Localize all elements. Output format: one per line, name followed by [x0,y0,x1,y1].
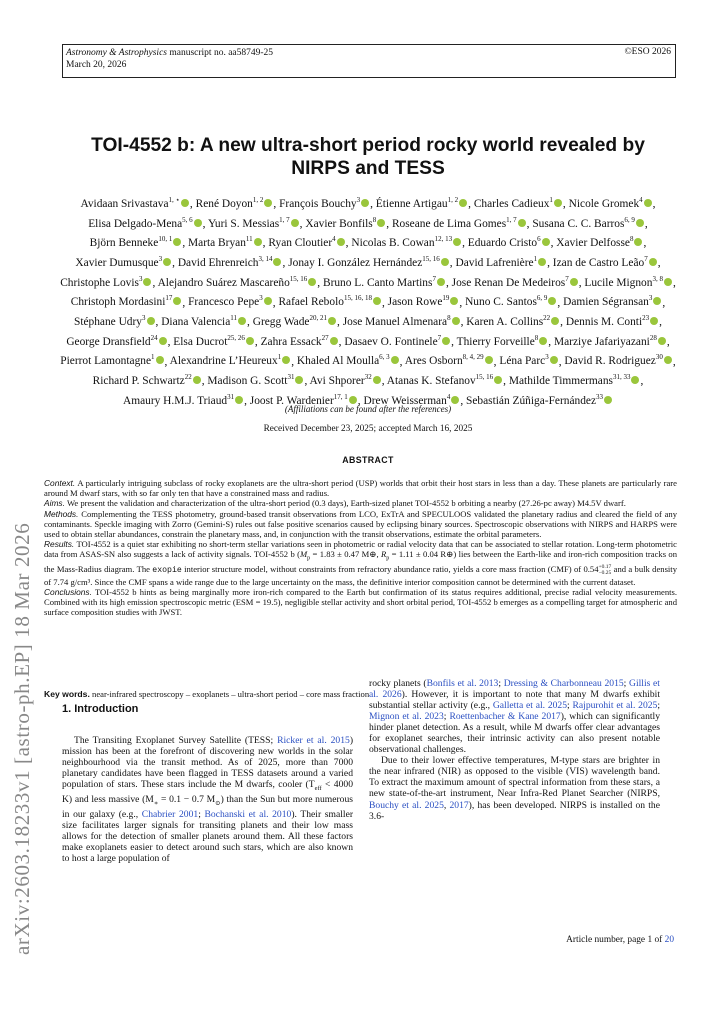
author-name [60,274,152,289]
author-name-text: Bruno L. Canto Martins [322,276,433,289]
author-affil-number: 6, 3 [379,353,390,362]
orcid-icon[interactable] [308,278,316,286]
author-name-text: Elisa Delgado-Mena [88,217,183,230]
author-affil-number: 30 [655,353,663,362]
author-affil-number: 31, 33 [612,373,631,382]
author-name [391,215,527,230]
orcid-icon[interactable] [264,199,272,207]
author-affil-number: 7 [432,274,436,283]
orcid-icon[interactable] [291,219,299,227]
author-name-text: David Ehrenreich [177,256,259,269]
orcid-icon[interactable] [361,199,369,207]
author-name-text: Drew Weisserman [363,394,447,407]
author-affil-number: 15, 16 [422,255,440,264]
author-name-text: Thierry Forveille [456,335,535,348]
author-affil-number: 3 [545,353,549,362]
citation-link[interactable]: Mignon et al. 2023 [369,711,444,723]
author-affil-number: 3, 8 [652,274,663,283]
author-affil-number: 1 [549,196,553,204]
total-pages-link[interactable]: 20 [664,935,674,945]
author-name-text: George Dransfield [66,335,151,348]
author-affil-number: 17, 1 [333,393,348,402]
author-name [93,375,202,387]
author-affil-number: 19 [442,294,450,303]
author-affil-number: 1 [151,353,155,362]
author-name-text: Étienne Artigau [375,197,448,210]
citation-link[interactable]: Gillis et al. 2026 [369,678,660,701]
author-name-text: Damien Ségransan [563,296,649,309]
orcid-icon[interactable] [181,199,189,207]
citation-link[interactable]: Bouchy et al. 2025 [369,799,444,811]
author-name-text: Avidaan Srivastava [80,197,169,210]
author-name [188,296,273,308]
abstract-results: Results. TOI-4552 is a quiet star exhibiting no short-term stellar variations seen in photometric or radial velocity data that can be associated to stellar rotation. Long-term photometric data from ASAS-SN also suggests a lack of activity signals. TOI-4552 b ($M_p = 1.83 \pm 0.47$ M⊕, $R_p = 1.11 \pm 0.04$ R⊕) lies between the Earth-like and iron-rich composition tracks on the Mass-Radius diagram. The exopie interior structure model, without constraints from refractory abundance ratio, yields a core mass fraction (CMF) of 0.54 +0.17 −0.25 and a bulk density of 7.74 g/cm³. Since the CMF spans a wide range due to the large uncertainty on the mass, the definitive interior composition cannot be determined with the current dataset. [44,539,677,587]
author-name [566,316,659,328]
manuscript-no: manuscript no. aa58749-25 [169,48,274,58]
orcid-icon[interactable] [631,376,639,384]
author-affil-number: 6, 9 [624,215,635,224]
orcid-icon[interactable] [173,238,181,246]
journal-name: Astronomy & Astrophysics [66,48,167,58]
author-name-text: Dasaev O. Fontinele [344,335,438,348]
author-name-text: Dennis M. Conti [565,316,643,329]
author-affil-number: 4 [446,393,451,402]
author-name [388,296,460,308]
author-name-text: Rafael Rebolo [278,296,344,309]
author-name [322,274,446,289]
author-affil-number: 7 [437,333,442,342]
author-affil-number: 32 [364,373,372,382]
author-name-text: Susana C. C. Barros [532,217,625,230]
author-name-text: Avi Shporer [309,375,365,388]
orcid-icon[interactable] [173,297,181,305]
author-name [196,198,274,210]
citation-link[interactable]: Bochanski et al. 2010 [204,809,292,821]
author-name-text: René Doyon [195,197,253,210]
author-affil-number: 12, 13 [434,235,453,244]
author-affil-number: 27 [321,333,329,342]
author-affil-number: 8 [629,235,634,244]
author-affil-number: 23 [642,314,650,323]
author-name [74,316,156,328]
abstract-methods: Methods. Complementing the TESS photometry, ground-based transit observations from LCO, ExTrA and SPECULOOS validated the planetary radius and cleared the field of any contaminants. Speckle imaging with Zorro (Gemini-S) rules out false positive scenarios caused by eclipsing binary sources. Spectroscopic observations with NIRPS and HARPS were used to obtain stellar abundances, constrain the planetary mass, and, in conjunction with the transit observations, estimate the orbital parameters. [44,508,677,540]
author-name [564,355,672,367]
author-affil-number: 33 [596,393,604,402]
orcid-icon[interactable] [442,337,450,345]
author-name-text: Ares Osborn [404,355,463,368]
left-column [62,704,353,864]
author-affil-number: 11 [230,314,238,323]
author-name [455,257,547,269]
author-affil-number: 3 [648,294,653,303]
author-affil-number: 8 [447,314,451,323]
copyright: ©ESO 2026 [624,47,671,57]
orcid-icon[interactable] [391,356,399,364]
author-name [499,355,558,367]
author-affil-number: 22 [543,314,551,323]
author-name [465,296,557,308]
author-name [305,215,386,230]
orcid-icon[interactable] [485,356,493,364]
author-name-text: Alexandrine L’Heureux [169,355,278,368]
title-line-1: TOI-4552 b: A new ultra-short period rocky world revealed by [91,135,645,156]
page-footer [566,935,674,945]
author-name-text: Joost P. Wardenier [249,394,334,407]
author-name-text: Amaury H.M.J. Triaud [122,394,228,407]
orcid-icon[interactable] [441,258,449,266]
orcid-icon[interactable] [328,317,336,325]
orcid-icon[interactable] [264,297,272,305]
paper-title [62,134,674,180]
author-name [253,316,337,328]
author-name [387,375,503,387]
author-name-text: Jonay I. González Hernández [288,256,423,269]
right-column [369,678,660,822]
orcid-icon[interactable] [664,278,672,286]
orcid-icon[interactable] [539,337,547,345]
author-name-text: Pierrot Lamontagne [60,355,152,368]
intro-paragraph-1: The Transiting Exoplanet Survey Satellite (TESS; Ricker et al. 2015) mission has been at the forefront of discovering new worlds in the solar neighbourhood via the transit method. As of 2025, more than 7000 planetary candidates have been flagged in TESS datasets around a varied population of stars. These stars include the M dwarfs, cooler ($T_{eff} < 4000$ K) and less massive ($M_∗ = 0.1 - 0.7$ $M_⊙$) than the Sun but more numerous in our galaxy (e.g., Chabrier 2001; Bochanski et al. 2010). Their smaller size facilitates larger signals for transiting planets and their low mass allows for the detection of smaller planets around them. All these factors make exoplanets easier to detect around such stars, which are also known to host a large population of [62,735,354,865]
author-name [343,316,461,328]
author-name-text: Ryan Cloutier [268,237,333,250]
author-name-text: Jose Manuel Almenara [342,316,448,329]
author-name [553,257,658,269]
author-affil-number: 3 [142,314,146,323]
author-name-text: Karen A. Collins [466,316,544,329]
author-affil-number: 8, 4, 29 [462,353,484,362]
abstract-heading: ABSTRACT [342,455,394,465]
author-name-text: Elsa Ducrot [173,335,228,348]
arxiv-stamp: arXiv:2603.18233v1 [astro-ph.EP] 18 Mar 2026 [10,522,34,955]
author-name [161,316,247,328]
orcid-icon[interactable] [377,219,385,227]
header-left [66,47,273,71]
orcid-icon[interactable] [459,199,467,207]
abstract-conclusions: Conclusions. TOI-4552 b hints as being marginally more iron-rich compared to the Earth but confirmation of its status requires additional, precise radial velocity measurements. Combined with its high emission spectroscopic metric (ESM = 19.5), negligible stellar activity and short orbital period, TOI-4552 b emerges as a compelling target for atmospheric and surface composition studies with JWST. [44,586,677,618]
author-name-text: Christoph Mordasini [70,296,166,309]
author-name [474,198,563,210]
orcid-icon[interactable] [373,297,381,305]
author-list: Avidaan Srivastava$^{1, ⋆}$ , René Doyon$^{1, 2}$ , François Bouchy$^3$ , Étienne Artigau$^{1, 2}$ , Charles Cadieux$^1$ , Nicole Gromek$^4$ , Elisa Delgado-Mena$^{5, 6}$ , Yuri S. Messias$^{1, 7}$ , Xavier Bonfils$^8$ , Roseane de Lima Gomes$^{1, 7}$ , Susana C. C. Barros$^{6, 9}$ , Björn Benneke$^{10, 1}$ , Marta Bryan$^{11}$ , Ryan Cloutier$^4$ , Nicolas B. Cowan$^{12, 13}$ , Eduardo Cristo$^6$ , Xavier Delfosse$^8$ , Xavier Dumusque$^3$ , David Ehrenreich$^{3, 14}$ , Jonay I. González Hernández$^{15, 16}$ , David Lafrenière$^1$ , Izan de Castro Leão$^7$ , Christophe Lovis$^3$ , Alejandro Suárez Mascareño$^{15, 16}$ , Bruno L. Canto Martins$^7$ , Jose Renan De Medeiros$^7$ , Lucile Mignon$^{3, 8}$ , Christoph Mordasini$^{17}$ , Francesco Pepe$^3$ , Rafael Rebolo$^{15, 16, 18}$ , Jason Rowe$^{19}$ , Nuno C. Santos$^{6, 9}$ , Damien Ségransan$^3$ , Stéphane Udry$^3$ , Diana Valencia$^{11}$ , Gregg Wade$^{20, 21}$ , Jose Manuel Almenara$^8$ , Karen A. Collins$^{22}$ , Dennis M. Conti$^{23}$ , George Dransfield$^{24}$ , Elsa Ducrot$^{25, 26}$ , Zahra Essack$^{27}$ , Dasaev O. Fontinele$^7$ , Thierry Forveille$^8$ , Marziye Jafariyazani$^{28}$ , Pierrot Lamontagne$^1$ , Alexandrine L’Heureux$^1$ , Khaled Al Moulla$^{6, 3}$ , Ares Osborn$^{8, 4, 29}$ , Léna Parc$^3$ , David R. Rodriguez$^{30}$ , Richard P. Schwartz$^{22}$ , Madison G. Scott$^{31}$ , Avi Shporer$^{32}$ , Atanas K. Stefanov$^{15, 16}$ , Mathilde Timmermans$^{31, 33}$ , Amaury H.M.J. Triaud$^{31}$ , Joost P. Wardenier$^{17, 1}$ , Drew Weisserman$^4$ , Sebastián Zúñiga-Fernández$^{33}$ [60,196,676,407]
orcid-icon[interactable] [604,396,612,404]
code-name: exopie [152,566,182,576]
author-name [569,198,653,210]
author-name-text: Yuri S. Messias [207,217,280,230]
orcid-icon[interactable] [163,258,171,266]
author-affil-number: 1, 2 [447,196,459,204]
author-affil-number: 17 [165,294,173,303]
orcid-icon[interactable] [452,317,460,325]
received-dates: Received December 23, 2025; accepted March 16, 2025 [263,424,473,434]
orcid-icon[interactable] [194,219,202,227]
author-name-text: Xavier Bonfils [305,217,373,230]
orcid-icon[interactable] [644,199,652,207]
author-affil-number: 3 [259,294,263,303]
orcid-icon[interactable] [664,356,672,364]
orcid-icon[interactable] [494,376,502,384]
author-name [466,316,560,328]
orcid-icon[interactable] [653,297,661,305]
author-name [344,333,451,348]
author-name-text: Richard P. Schwartz [92,375,185,388]
footer-text: Article number, page 1 of [566,935,663,945]
author-name [268,237,345,249]
author-name-text: Nuno C. Santos [465,296,537,309]
author-name-text: Izan de Castro Leão [552,256,645,269]
author-name [532,215,645,230]
author-name-text: Jose Renan De Medeiros [451,276,566,289]
author-name [170,355,292,367]
author-name-text: Marziye Jafariyazani [553,335,650,348]
author-name [157,274,318,289]
author-name-text: Christophe Lovis [60,276,139,289]
abstract-context: Context. A particularly intriguing subclass of rocky exoplanets are the ultra-short period (USP) worlds that orbit their host stars in less than a day. These planets are particularly rare around M dwarf stars, with so far only ten that have a constrained mass and radius. [44,478,677,499]
author-name-text: François Bouchy [279,197,357,210]
author-name [90,237,183,249]
abstract [44,478,677,617]
author-affil-number: 6, 9 [536,294,548,303]
author-name-text: Stéphane Udry [73,316,142,329]
author-name-text: Gregg Wade [252,316,310,329]
author-affil-number: 15, 16 [475,373,494,382]
author-name-text: Atanas K. Stefanov [386,375,476,388]
author-name-text: Lucile Mignon [584,276,653,289]
author-name [468,237,551,249]
orcid-icon[interactable] [373,376,381,384]
author-name-text: Francesco Pepe [188,296,260,309]
author-affil-number: 24 [150,333,158,342]
citation-link[interactable]: Dressing & Charbonneau 2015 [503,678,624,689]
author-name [173,333,255,348]
orcid-icon[interactable] [450,297,458,305]
author-name [288,257,450,269]
author-name-text: Mathilde Timmermans [508,375,613,388]
author-name [71,296,183,308]
orcid-icon[interactable] [570,278,578,286]
author-name-text: Marta Bryan [188,237,246,250]
author-name-text: Charles Cadieux [473,197,550,210]
orcid-icon[interactable] [650,317,658,325]
author-name [553,333,667,348]
author-name [563,296,662,308]
orcid-icon[interactable] [634,238,642,246]
author-name-text: Madison G. Scott [207,375,288,388]
author-name [405,355,494,367]
orcid-icon[interactable] [295,376,303,384]
orcid-icon[interactable] [273,258,281,266]
author-affil-number: 11 [245,235,253,244]
orcid-icon[interactable] [147,317,155,325]
citation-link[interactable]: Galletta et al. 2025 [492,700,568,712]
author-name [207,375,304,387]
author-name-text: Eduardo Cristo [467,237,538,250]
author-affil-number: 1, ⋆ [168,196,180,204]
orcid-icon[interactable] [550,356,558,364]
author-affil-number: 6 [537,235,541,244]
author-name [88,215,202,230]
author-affil-number: 7 [644,255,648,264]
orcid-icon[interactable] [548,297,556,305]
author-name-text: Diana Valencia [161,316,231,329]
header-date: March 20, 2026 [66,60,127,70]
author-affil-number: 10, 1 [158,235,173,244]
keywords-label: Key words. [44,689,90,699]
orcid-icon[interactable] [349,396,357,404]
orcid-icon[interactable] [159,337,167,345]
author-name-text: Roseane de Lima Gomes [391,217,507,230]
author-name-text: Zahra Essack [260,335,322,348]
orcid-icon[interactable] [451,396,459,404]
affiliations-note: (Affiliations can be found after the references) [284,404,452,414]
author-affil-number: 3 [138,274,143,283]
author-affil-number: 22 [184,373,192,382]
orcid-icon[interactable] [235,396,243,404]
author-name-text: Nicole Gromek [568,197,640,210]
author-affil-number: 1, 7 [279,215,290,224]
author-name-text: Alejandro Suárez Mascareño [157,276,290,289]
author-name [188,237,263,249]
orcid-icon[interactable] [143,278,151,286]
orcid-icon[interactable] [554,199,562,207]
intro-heading: 1. Introduction [62,703,139,715]
author-affil-number: 1, 2 [252,196,264,204]
orcid-icon[interactable] [330,337,338,345]
author-name [178,257,283,269]
author-name [451,274,579,289]
author-affil-number: 28 [649,333,657,342]
intro-paragraph-2: Due to their lower effective temperatures, M-type stars are brighter in the near infrared (NIR) as opposed to the visible (VIS) wavelength band. To extract the maximum amount of spectral information from these stars, a new state-of-the-art instrument, Near Infra-Red Planet Searcher (NIRPS, Bouchy et al. 2025, 2017), has been developed. NIRPS is installed on the 3.6- [369,755,660,822]
author-name-text: Jason Rowe [387,296,443,309]
author-affil-number: 31 [287,373,295,382]
author-name [376,198,468,210]
author-affil-number: 3, 14 [258,255,273,264]
author-affil-number: 20, 21 [309,314,327,323]
author-affil-number: 5, 6 [182,215,193,224]
author-affil-number: 15, 16 [289,274,308,283]
orcid-icon[interactable] [238,317,246,325]
author-affil-number: 1 [277,353,282,362]
author-affil-number: 8 [372,215,377,224]
author-affil-number: 3 [158,255,163,264]
orcid-icon[interactable] [658,337,666,345]
title-line-2: NIRPS and TESS [291,158,445,179]
citation-link[interactable]: Ricker et al. 2015 [277,735,350,747]
orcid-icon[interactable] [551,317,559,325]
author-name-text: Léna Parc [499,355,546,368]
author-affil-number: 3 [356,196,361,204]
author-name [260,333,339,348]
author-affil-number: 7 [565,274,569,283]
author-name-text: Khaled Al Moulla [296,355,380,368]
author-name [75,257,172,269]
author-affil-number: 1, 7 [506,215,517,224]
citation-link[interactable]: Bonfils et al. 2013 [426,678,499,689]
keywords-list: near-infrared spectroscopy – exoplanets – ultra-short period – core mass fraction [92,689,370,699]
intro-paragraph-1-cont: rocky planets (Bonfils et al. 2013; Dressing & Charbonneau 2015; Gillis et al. 2026). However, it is important to note that many M dwarfs exhibit substantial stellar activity (e.g., Galletta et al. 2025; Rajpurohit et al. 2025; Mignon et al. 2023; Roettenbacher & Kane 2017), which can significantly hinder planet detection. As a result, while M dwarfs offer clear advantages for exoplanet searches, their intrinsic activity can also present notable observational challenges. [369,678,661,756]
citation-link[interactable]: Chabrier 2001 [141,809,199,821]
citation-link[interactable]: Roettenbacher & Kane 2017 [449,711,561,723]
author-name-text: David R. Rodriguez [564,355,656,368]
author-name [584,274,673,289]
author-name [509,375,641,387]
author-affil-number: 4 [332,235,336,244]
author-name [80,198,189,210]
orcid-icon[interactable] [246,337,254,345]
orcid-icon[interactable] [542,238,550,246]
author-affil-number: 15, 16, 18 [343,294,372,303]
orcid-icon[interactable] [453,238,461,246]
author-name [278,296,381,308]
author-name-text: Xavier Delfosse [556,237,630,250]
author-name [456,333,549,348]
author-name-text: Xavier Dumusque [75,256,159,269]
citation-link[interactable]: Rajpurohit et al. 2025 [572,700,658,712]
orcid-icon[interactable] [156,356,164,364]
author-affil-number: 31 [227,393,235,402]
author-affil-number: 1 [533,255,538,264]
author-name-text: Sebastián Zúñiga-Fernández [466,394,597,407]
author-affil-number: 4 [639,196,643,204]
orcid-icon[interactable] [437,278,445,286]
author-name [297,355,400,367]
author-name-text: Nicolas B. Cowan [351,237,435,250]
author-name [60,355,164,367]
orcid-icon[interactable] [649,258,657,266]
orcid-icon[interactable] [337,238,345,246]
citation-link[interactable]: 2017 [449,799,469,811]
orcid-icon[interactable] [518,219,526,227]
author-affil-number: 8 [534,333,539,342]
author-affil-number: 25, 26 [227,333,245,342]
author-name [279,198,370,210]
abstract-aims: Aims. We present the validation and characterization of the ultra-short period (0.3 days), Earth-sized planet TOI-4552 b orbiting a nearby (27.26-pc away) M4.5V dwarf. [44,498,626,509]
orcid-icon[interactable] [538,258,546,266]
author-name-text: Björn Benneke [89,237,159,250]
author-name [556,237,643,249]
running-header [62,44,676,78]
author-name [207,215,300,230]
author-name-text: David Lafrenière [455,256,534,269]
author-name [310,375,382,387]
orcid-icon[interactable] [193,376,201,384]
author-name [351,237,462,249]
orcid-icon[interactable] [636,219,644,227]
author-name [66,333,167,348]
orcid-icon[interactable] [254,238,262,246]
orcid-icon[interactable] [282,356,290,364]
